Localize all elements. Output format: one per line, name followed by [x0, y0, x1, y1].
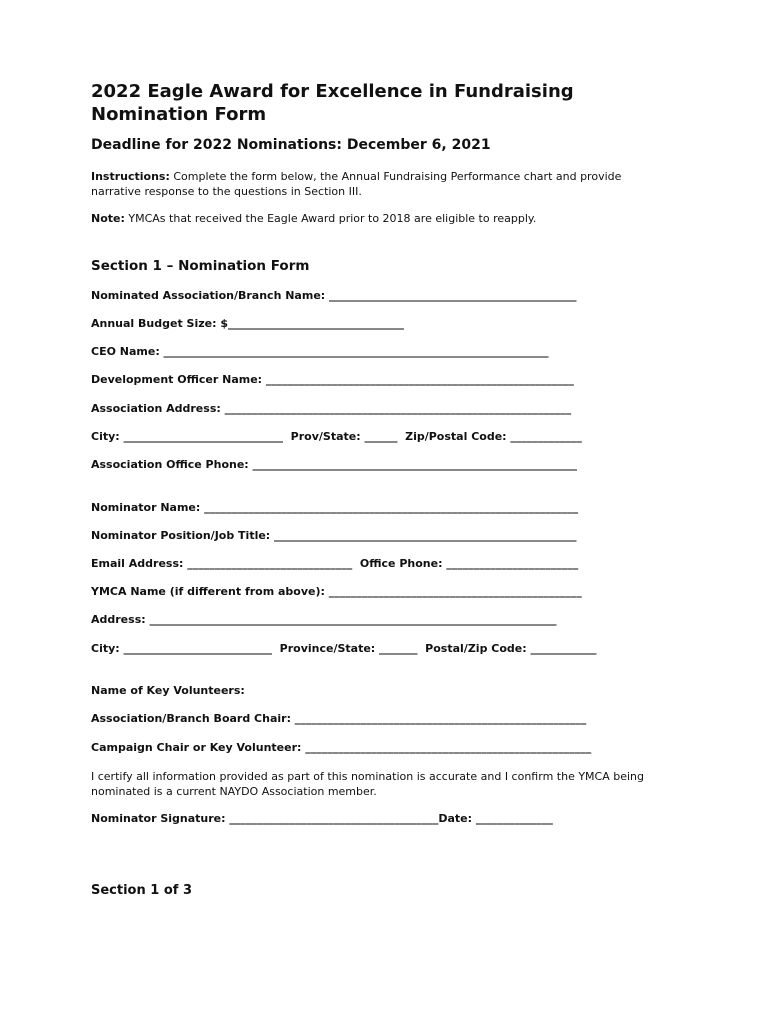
field-campaign-chair[interactable]: Campaign Chair or Key Volunteer: ____________________________________________________ [91, 741, 592, 754]
field-email-phone[interactable]: Email Address: ______________________________ Office Phone: ________________________ [91, 557, 579, 570]
field-nominator-name[interactable]: Nominator Name: ____________________________________________________________________ [91, 501, 579, 514]
field-signature-date[interactable]: Nominator Signature: ______________________________________Date: ______________ [91, 812, 553, 825]
field-budget-size[interactable]: Annual Budget Size: $________________________________ [91, 317, 404, 330]
instructions-paragraph [91, 169, 661, 199]
certification-text: I certify all information provided as part of this nomination is accurate and I confirm the YMCA being nominated is a current NAYDO Association member. [91, 770, 645, 798]
field-ymca-name[interactable]: YMCA Name (if different from above): ______________________________________________ [91, 585, 582, 598]
note-text: YMCAs that received the Eagle Award prior to 2018 are eligible to reapply. [124, 212, 537, 225]
field-association-address[interactable]: Association Address: _______________________________________________________________ [91, 402, 572, 415]
field-address[interactable]: Address: __________________________________________________________________________ [91, 613, 557, 626]
field-city-province-postal[interactable]: City: ___________________________ Province/State: _______ Postal/Zip Code: ____________ [91, 642, 597, 655]
note-label: Note: [91, 212, 125, 225]
form-title: 2022 Eagle Award for Excellence in Fundraising Nomination Form [91, 81, 574, 125]
field-association-name[interactable]: Nominated Association/Branch Name: _____________________________________________ [91, 289, 577, 302]
instructions-label: Instructions: [91, 170, 170, 183]
deadline-heading: Deadline for 2022 Nominations: December 6, 2021 [91, 137, 491, 153]
field-ceo-name[interactable]: CEO Name: ______________________________________________________________________ [91, 345, 549, 358]
field-office-phone[interactable]: Association Office Phone: ___________________________________________________________ [91, 458, 578, 471]
field-board-chair[interactable]: Association/Branch Board Chair: _____________________________________________________ [91, 712, 587, 725]
section-heading: Section 1 – Nomination Form [91, 258, 310, 274]
note-paragraph [91, 211, 661, 226]
field-city-state-zip[interactable]: City: _____________________________ Prov/State: ______ Zip/Postal Code: _____________ [91, 430, 582, 443]
instructions-text: Complete the form below, the Annual Fundraising Performance chart and provide narrative response to the questions in Section III. [91, 170, 622, 198]
page-footer: Section 1 of 3 [91, 883, 192, 898]
field-development-officer[interactable]: Development Officer Name: ________________________________________________________ [91, 373, 574, 386]
key-volunteers-label: Name of Key Volunteers: [91, 684, 245, 697]
field-nominator-title[interactable]: Nominator Position/Job Title: _______________________________________________________ [91, 529, 577, 542]
